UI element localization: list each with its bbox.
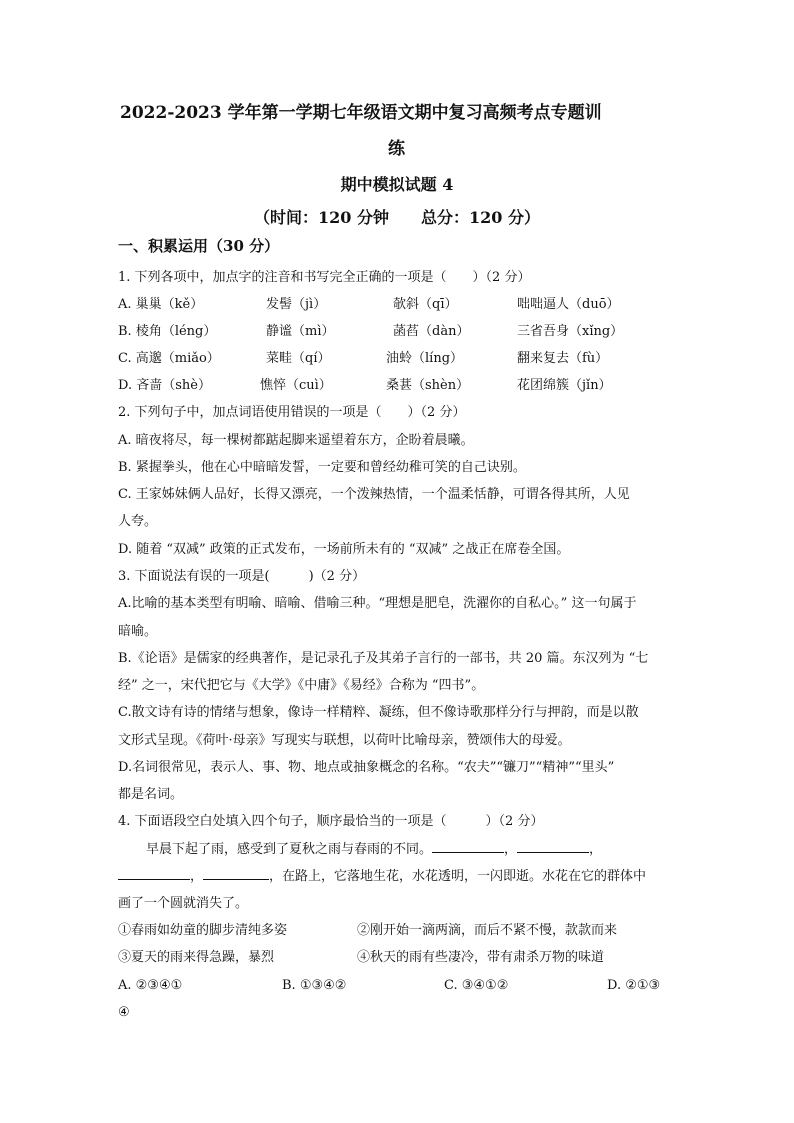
q4-sentence-2: ②刚开始一滴两滴，而后不紧不慢，款款而来	[357, 923, 618, 938]
q4-option-d-continued: ④	[118, 1005, 130, 1020]
q4-comma: ，	[504, 842, 518, 857]
q3-option-a-line2: 暗喻。	[118, 624, 158, 639]
exam-title-line2: 练	[388, 139, 405, 159]
q4-passage-start: 早晨下起了雨，感受到了夏秋之雨与春雨的不同。	[146, 842, 433, 857]
answer-blank-4[interactable]	[203, 867, 269, 880]
q1-stem: 1. 下列各项中，加点字的注音和书写完全正确的一项是（ ）（2 分）	[118, 270, 531, 285]
q4-comma: ，	[190, 869, 204, 884]
q3-option-a-line1: A.比喻的基本类型有明喻、暗喻、借喻三种。“理想是肥皂，洗濯你的自私心。” 这一句属于	[118, 596, 637, 611]
q3-option-b-line2: 经” 之一，宋代把它与《大学》《中庸》《易经》合称为 “四书”。	[118, 678, 485, 693]
q4-sentence-1: ①春雨如幼童的脚步清纯多姿	[118, 923, 288, 938]
q4-sentence-3: ③夏天的雨来得急躁，暴烈	[118, 950, 275, 965]
q3-option-b-line1: B.《论语》是儒家的经典著作，是记录孔子及其弟子言行的一部书，共 20 篇。东汉列为 “七	[118, 651, 649, 666]
q1-b-4: 三省吾身（xǐng）	[517, 324, 624, 339]
q4-passage-line1	[146, 840, 602, 860]
q2-stem: 2. 下列句子中，加点词语使用错误的一项是（ ）（2 分）	[118, 405, 466, 420]
q4-option-b: B. ①③④②	[282, 978, 347, 993]
q4-option-c: C. ③④①②	[444, 978, 509, 993]
q2-option-a: A. 暗夜将尽，每一棵树都踮起脚来遥望着东方，企盼着晨曦。	[118, 433, 474, 448]
q1-a-1: A. 巢巢（kě）	[118, 297, 204, 312]
q3-stem: 3. 下面说法有误的一项是( )（2 分）	[118, 569, 366, 584]
exam-title-line1: 2022-2023 学年第一学期七年级语文期中复习高频考点专题训	[120, 103, 602, 123]
q1-d-3: 桑葚（shèn）	[386, 378, 470, 393]
exam-time-info: （时间：120 分钟 总分：120 分）	[254, 208, 540, 227]
q1-b-2: 静谧（mì）	[266, 324, 335, 339]
q1-b-1: B. 棱角（léng）	[118, 324, 217, 339]
q1-d-4: 花团绵簇（jǐn）	[517, 378, 612, 393]
q1-d-2: 憔悴（cuì）	[260, 378, 332, 393]
q3-option-c-line1: C.散文诗有诗的情绪与想象，像诗一样精粹、凝练，但不像诗歌那样分行与押韵，而是以散	[118, 705, 639, 720]
q4-option-a: A. ②③④①	[118, 978, 183, 993]
q2-option-d: D. 随着 “双减” 政策的正式发布，一场前所未有的 “双减” 之战正在席卷全国。	[118, 542, 570, 557]
q4-option-d: D. ②①③	[607, 978, 661, 993]
q3-option-d-line1: D.名词很常见，表示人、事、物、地点或抽象概念的名称。“农夫”“镰刀”“精神”“里头”	[118, 760, 615, 775]
q2-option-c-line2: 人夸。	[118, 514, 158, 529]
q1-a-4: 咄咄逼人（duō）	[517, 297, 620, 312]
q4-stem: 4. 下面语段空白处填入四个句子，顺序最恰当的一项是（ ）（2 分）	[118, 814, 544, 829]
q4-sentence-4: ④秋天的雨有些凄冷，带有肃杀万物的味道	[357, 950, 605, 965]
section-heading: 一、积累运用（30 分）	[118, 237, 280, 255]
answer-blank-1[interactable]	[432, 840, 504, 853]
q1-b-3: 菡萏（dàn）	[393, 324, 470, 339]
q4-passage-line3: 画了一个圆就消失了。	[118, 896, 249, 911]
q1-c-3: 油蛉（líng）	[386, 351, 464, 366]
q4-passage-end: ，在路上，它落地生花，水花透明，一闪即逝。水花在它的群体中	[269, 869, 647, 884]
q3-option-c-line2: 文形式呈现。《荷叶·母亲》写现实与联想，以荷叶比喻母亲，赞颂伟大的母爱。	[118, 733, 571, 748]
q1-c-2: 菜畦（qí）	[266, 351, 331, 366]
exam-subtitle: 期中模拟试题 4	[340, 175, 454, 194]
answer-blank-3[interactable]	[118, 867, 190, 880]
q1-a-3: 欹斜（qī）	[393, 297, 458, 312]
q1-c-4: 翻来复去（fù）	[517, 351, 609, 366]
q2-option-c-line1: C. 王家姊妹俩人品好，长得又漂亮，一个泼辣热情，一个温柔恬静，可谓各得其所，人见	[118, 487, 630, 502]
q1-c-1: C. 高邈（miǎo）	[118, 351, 220, 366]
q1-d-1: D. 吝啬（shè）	[118, 378, 211, 393]
q1-a-2: 发髻（jì）	[266, 297, 327, 312]
q4-passage-line2	[118, 867, 646, 887]
q2-option-b: B. 紧握拳头，他在心中暗暗发誓，一定要和曾经幼稚可笑的自己诀别。	[118, 460, 526, 475]
q4-comma: ，	[589, 842, 603, 857]
answer-blank-2[interactable]	[517, 840, 589, 853]
q3-option-d-line2: 都是名词。	[118, 787, 184, 802]
